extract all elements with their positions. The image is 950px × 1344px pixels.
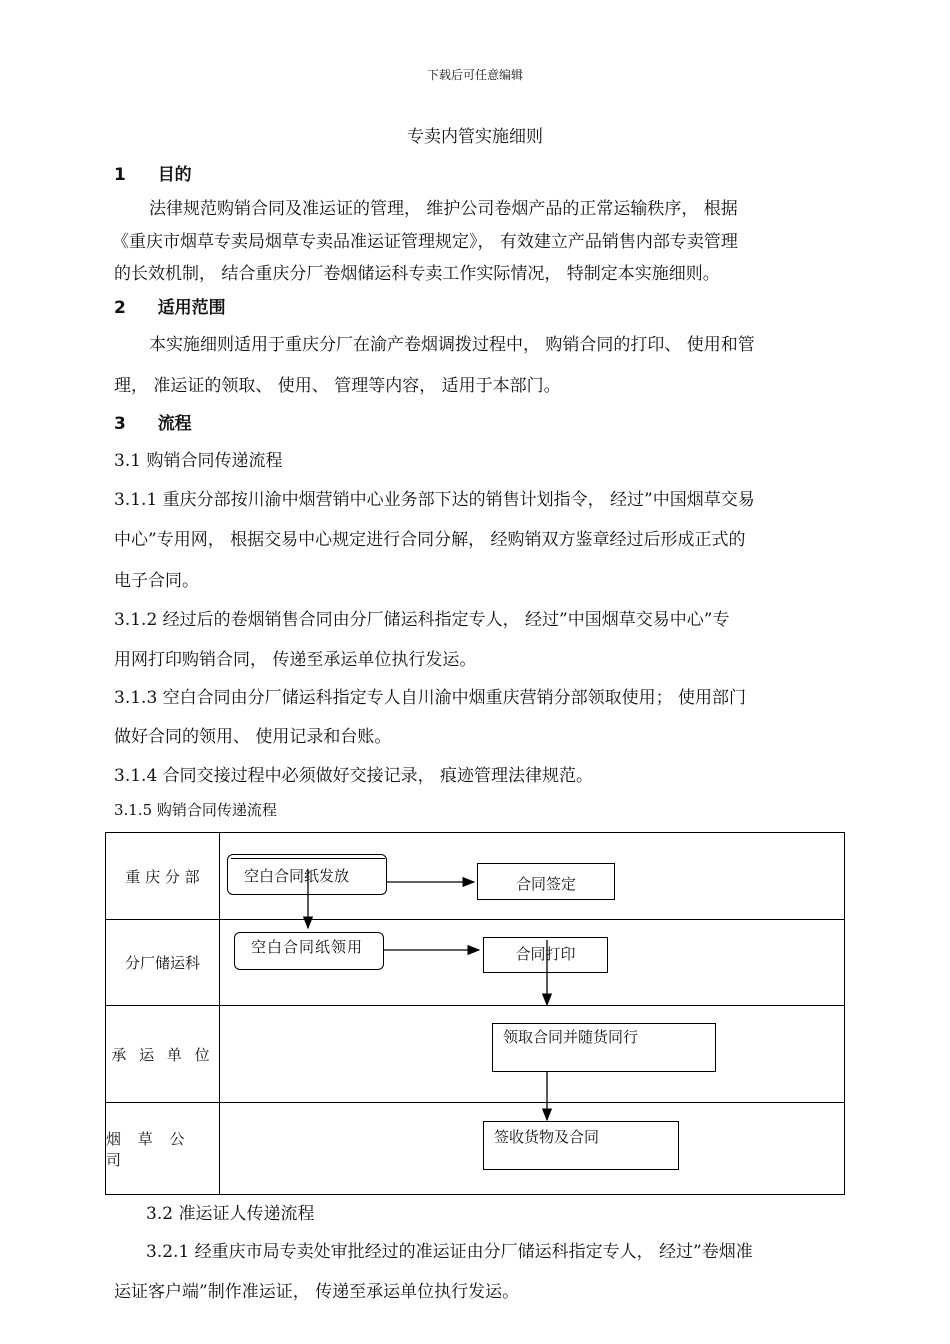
section-1-para-line: 法律规范购销合同及准运证的管理， 维护公司卷烟产品的正常运输秩序， 根据 bbox=[149, 199, 738, 219]
item-3-2-1-line: 运证客户端”制作准运证， 传递至承运单位执行发运。 bbox=[114, 1282, 520, 1302]
lane-label: 分厂储运科 bbox=[106, 920, 220, 1005]
item-3-1-1-line: 3.1.1 重庆分部按川渝中烟营销中心业务部下达的销售计划指令， 经过”中国烟草交易 bbox=[114, 490, 755, 510]
section-2-para-line: 本实施细则适用于重庆分厂在渝产卷烟调拨过程中， 购销合同的打印、 使用和管 bbox=[149, 335, 755, 355]
box-label: 空白合同纸领用 bbox=[251, 938, 364, 956]
box-stack-edge bbox=[231, 858, 385, 860]
section-3-number: 3 bbox=[114, 414, 126, 434]
box-blank-contract-issue bbox=[227, 854, 387, 895]
lane-label: 重 庆 分 部 bbox=[106, 833, 220, 919]
item-3-1-2-line: 3.1.2 经过后的卷烟销售合同由分厂储运科指定专人， 经过”中国烟草交易中心”专 bbox=[114, 610, 730, 630]
item-3-1-2-line: 用网打印购销合同， 传递至承运单位执行发运。 bbox=[114, 650, 477, 670]
section-1-para-line: 的长效机制， 结合重庆分厂卷烟储运科专卖工作实际情况， 特制定本实施细则。 bbox=[114, 264, 720, 284]
item-3-1-1-line: 电子合同。 bbox=[114, 571, 199, 591]
header-note: 下载后可任意编辑 bbox=[426, 68, 523, 82]
section-1-heading bbox=[114, 160, 192, 185]
lane-tobacco-company bbox=[106, 1103, 844, 1194]
section-2-para-line: 理， 准运证的领取、 使用、 管理等内容， 适用于本部门。 bbox=[114, 376, 561, 396]
lane-chongqing-branch bbox=[106, 833, 844, 920]
subsection-3-1-heading: 3.1 购销合同传递流程 bbox=[114, 451, 283, 471]
lane-label: 承 运 单 位 bbox=[106, 1006, 220, 1102]
box-blank-contract-receive bbox=[234, 932, 384, 970]
lane-label: 烟 草 公 司 bbox=[106, 1103, 220, 1194]
item-3-1-3-line: 3.1.3 空白合同由分厂储运科指定专人自川渝中烟重庆营销分部领取使用； 使用部门 bbox=[114, 688, 747, 708]
box-label: 合同签定 bbox=[515, 875, 576, 893]
item-3-1-1-line: 中心”专用网， 根据交易中心规定进行合同分解， 经购销双方鉴章经过后形成正式的 bbox=[114, 530, 746, 550]
item-3-1-5-caption: 3.1.5 购销合同传递流程 bbox=[114, 801, 277, 819]
lane-carrier bbox=[106, 1006, 844, 1103]
section-2-title: 适用范围 bbox=[157, 298, 226, 318]
section-1-number: 1 bbox=[114, 165, 126, 185]
box-contract-print bbox=[483, 937, 608, 973]
item-3-1-3-line: 做好合同的领用、 使用记录和台账。 bbox=[114, 727, 392, 747]
box-sign-goods bbox=[483, 1121, 679, 1170]
section-3-heading bbox=[114, 409, 192, 434]
box-contract-sign bbox=[477, 863, 615, 900]
section-1-para-line: 《重庆市烟草专卖局烟草专卖品准运证管理规定》， 有效建立产品销售内部专卖管理 bbox=[112, 232, 738, 252]
box-label: 签收货物及合同 bbox=[494, 1128, 600, 1146]
section-2-heading bbox=[114, 293, 226, 318]
contract-flow-table bbox=[105, 832, 845, 1195]
box-label: 空白合同纸发放 bbox=[244, 867, 350, 885]
box-label: 领取合同并随货同行 bbox=[503, 1028, 639, 1046]
item-3-2-1-line: 3.2.1 经重庆市局专卖处审批经过的准运证由分厂储运科指定专人， 经过”卷烟准 bbox=[146, 1242, 753, 1262]
document-title: 专卖内管实施细则 bbox=[407, 127, 543, 147]
item-3-1-4-line: 3.1.4 合同交接过程中必须做好交接记录， 痕迹管理法律规范。 bbox=[114, 766, 594, 786]
lane-factory-storage bbox=[106, 920, 844, 1006]
subsection-3-2-heading: 3.2 准运证人传递流程 bbox=[146, 1204, 315, 1224]
section-3-title: 流程 bbox=[157, 414, 192, 434]
section-2-number: 2 bbox=[114, 298, 126, 318]
section-1-title: 目的 bbox=[157, 165, 192, 185]
box-label: 合同打印 bbox=[515, 945, 576, 963]
box-receive-contract bbox=[492, 1023, 716, 1072]
